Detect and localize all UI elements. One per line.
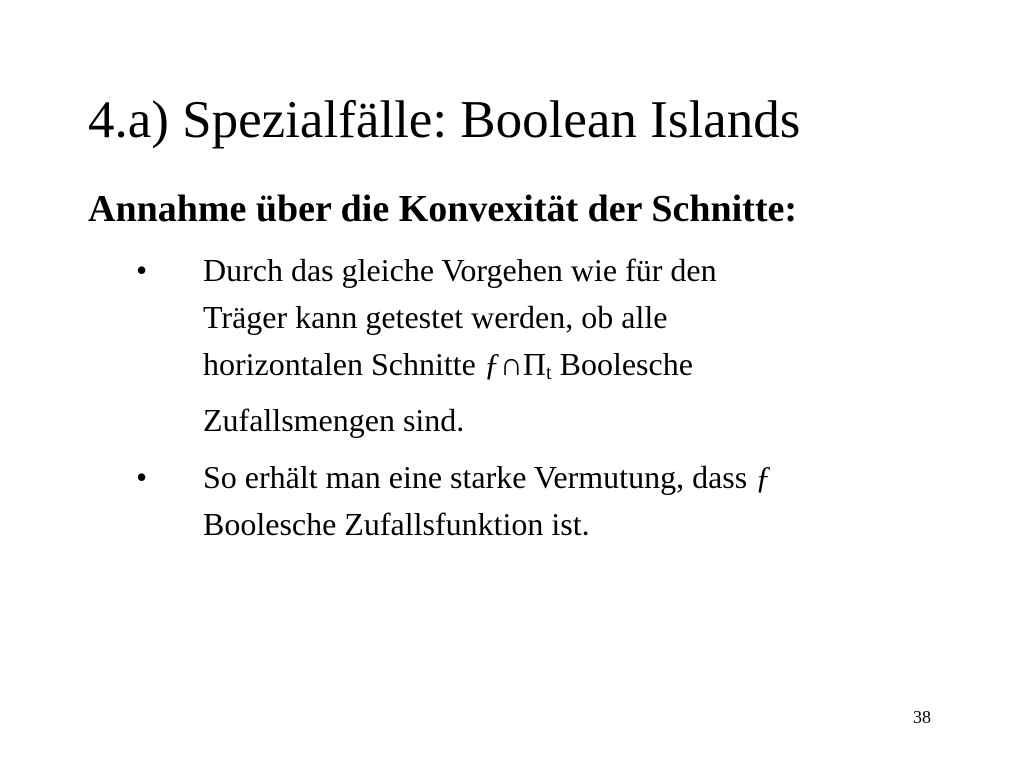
math-f-symbol: ƒ: [483, 346, 500, 382]
slide-subtitle: Annahme über die Konvexität der Schnitte:: [88, 188, 797, 230]
bullet-item-1: [0, 247, 1024, 444]
bullet-2-line-1: [203, 454, 1024, 501]
bullet-item-2: [0, 454, 1024, 548]
bullet-list: [0, 247, 1024, 558]
slide-title: 4.a) Spezialfälle: Boolean Islands: [88, 91, 801, 149]
bullet-1-line-2: Träger kann getestet werden, ob alle: [203, 299, 668, 335]
bullet-1-line-3: [203, 341, 1024, 397]
bullet-2-line-2: Boolesche Zufallsfunktion ist.: [203, 506, 590, 542]
bullet-2-line-1-text: So erhält man eine starke Vermutung, dass: [203, 459, 756, 495]
bullet-1-line-3-tail: Boolesche: [551, 346, 693, 382]
math-subscript-t: t: [546, 362, 552, 384]
bullet-symbol: •: [136, 252, 148, 288]
bullet-1-line-3-text: horizontalen Schnitte: [203, 346, 484, 382]
bullet-1-line-1: Durch das gleiche Vorgehen wie für den: [203, 252, 717, 288]
math-intersection-pi: ∩Π: [499, 346, 547, 382]
math-f-symbol: ƒ: [755, 459, 772, 495]
page-number: 38: [913, 707, 931, 727]
bullet-1-line-4: Zufallsmengen sind.: [203, 402, 465, 438]
bullet-symbol: •: [136, 459, 148, 495]
